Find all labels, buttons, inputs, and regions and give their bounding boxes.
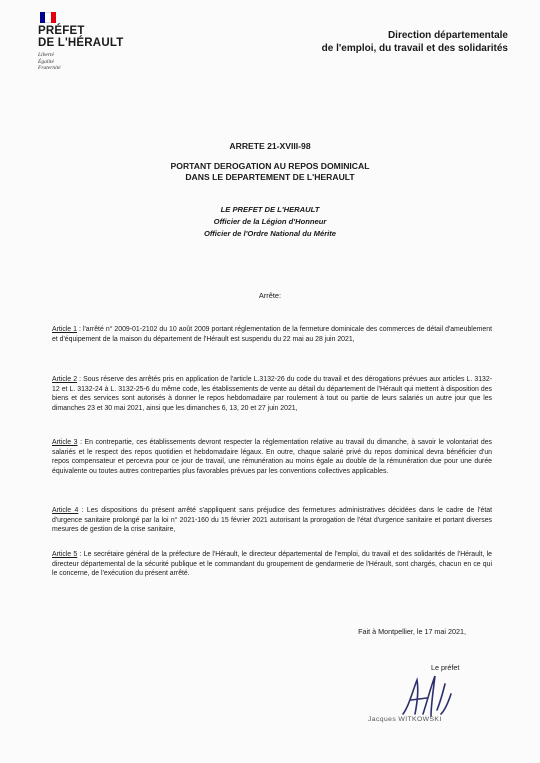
prefet-logo bbox=[38, 12, 158, 72]
handwritten-signature bbox=[393, 670, 459, 722]
signer-title: Le préfet bbox=[431, 663, 460, 672]
article-5-text: : Le secrétaire général de la préfecture de l'Hérault, le directeur départemental de l'emploi, du travail et des solidarités de l'Hérault, le directeur départemental de la sécurité publique et le commandant du groupement de gendarmerie de l'Hérault, sont chargés, chacun en ce qui le concerne, de l'exécution du présent arrêté. bbox=[52, 551, 492, 578]
prefet-title-line: LE PREFET DE L'HERAULT bbox=[220, 205, 320, 214]
article-1-label: Article 1 bbox=[52, 326, 77, 333]
arrete-subject bbox=[0, 161, 540, 183]
motto-fraternite: Fraternité bbox=[38, 65, 61, 71]
place-date: Fait à Montpellier, le 17 mai 2021, bbox=[358, 627, 466, 636]
direction-line-2: de l'emploi, du travail et des solidarités bbox=[321, 43, 508, 54]
article-3-text: : En contrepartie, ces établissements devront respecter la réglementation relative au travail du dimanche, à savoir le volontariat des salariés et le respect des repos quotidien et hebdomadaire légaux. En outre, chaque salarié privé du repos dominical devra bénéficier d'un repos compensateur et percevra pour ce jour de travail, une rémunération au moins égale au double de la rémunération due pour une durée équivalente ou toutes autres contreparties plus favorables prévues par les conventions collectives applicables. bbox=[52, 439, 492, 475]
article-2-text: : Sous réserve des arrêtés pris en application de l'article L.3132-26 du code du travail et des dérogations prévues aux articles L. 3132-12 et L. 3132-24 à L. 3132-25-6 du même code, les établissements de vente au détail du département de l'Hérault qui mettent à disposition des biens et des services sont autorisés à donner le repos hebdomadaire par roulement à tout ou partie de leurs salariés un autre jour que les dimanches 23 et 30 mai 2021, ainsi que les dimanches 6, 13, 20 et 27 juin 2021, bbox=[52, 376, 492, 412]
article-5 bbox=[52, 550, 492, 579]
motto-liberte: Liberté bbox=[38, 52, 54, 58]
prefet-line-1: PRÉFET bbox=[38, 25, 85, 37]
article-4-text: : Les dispositions du présent arrêté s'appliquent sans préjudice des fermetures administratives décidées dans le cadre de l'état d'urgence sanitaire prolongé par la loi n° 2021-160 du 15 février 2021 autorisant la prorogation de l'état d'urgence sanitaire et portant diverses mesures de gestion de la crise sanitaire, bbox=[52, 507, 492, 534]
marianne-flag-icon bbox=[40, 12, 56, 23]
subject-line-1: PORTANT DEROGATION AU REPOS DOMINICAL bbox=[170, 161, 370, 171]
article-4 bbox=[52, 506, 492, 535]
article-3 bbox=[52, 438, 492, 476]
article-5-label: Article 5 bbox=[52, 551, 78, 558]
motto-egalite: Égalité bbox=[38, 58, 54, 65]
arrete-heading: Arrête: bbox=[258, 291, 282, 300]
article-4-label: Article 4 bbox=[52, 507, 79, 514]
direction-header bbox=[322, 29, 508, 55]
article-3-label: Article 3 bbox=[52, 439, 78, 446]
prefet-name bbox=[38, 25, 158, 49]
prefet-titles bbox=[0, 204, 540, 240]
subject-line-2: DANS LE DEPARTEMENT DE L'HERAULT bbox=[185, 172, 355, 182]
prefet-line-2: DE L'HÉRAULT bbox=[38, 37, 124, 49]
ordre-merite-line: Officier de l'Ordre National du Mérite bbox=[203, 229, 337, 238]
arrete-number: ARRETE 21-XVIII-98 bbox=[229, 141, 311, 151]
direction-line-1: Direction départementale bbox=[387, 30, 508, 41]
article-2 bbox=[52, 375, 492, 413]
signer-name: Jacques WITKOWSKI bbox=[368, 716, 442, 723]
legion-honneur-line: Officier de la Légion d'Honneur bbox=[213, 217, 327, 226]
republic-motto bbox=[38, 52, 158, 72]
article-2-label: Article 2 bbox=[52, 376, 78, 383]
article-1 bbox=[52, 325, 492, 344]
article-1-text: : l'arrêté n° 2009-01-2102 du 10 août 2009 portant réglementation de la fermeture dominicale des commerces de détail d'ameublement et d'équipement de la maison du département de l'Hérault est suspendu du 22 mai au 28 juin 2021, bbox=[52, 326, 492, 343]
